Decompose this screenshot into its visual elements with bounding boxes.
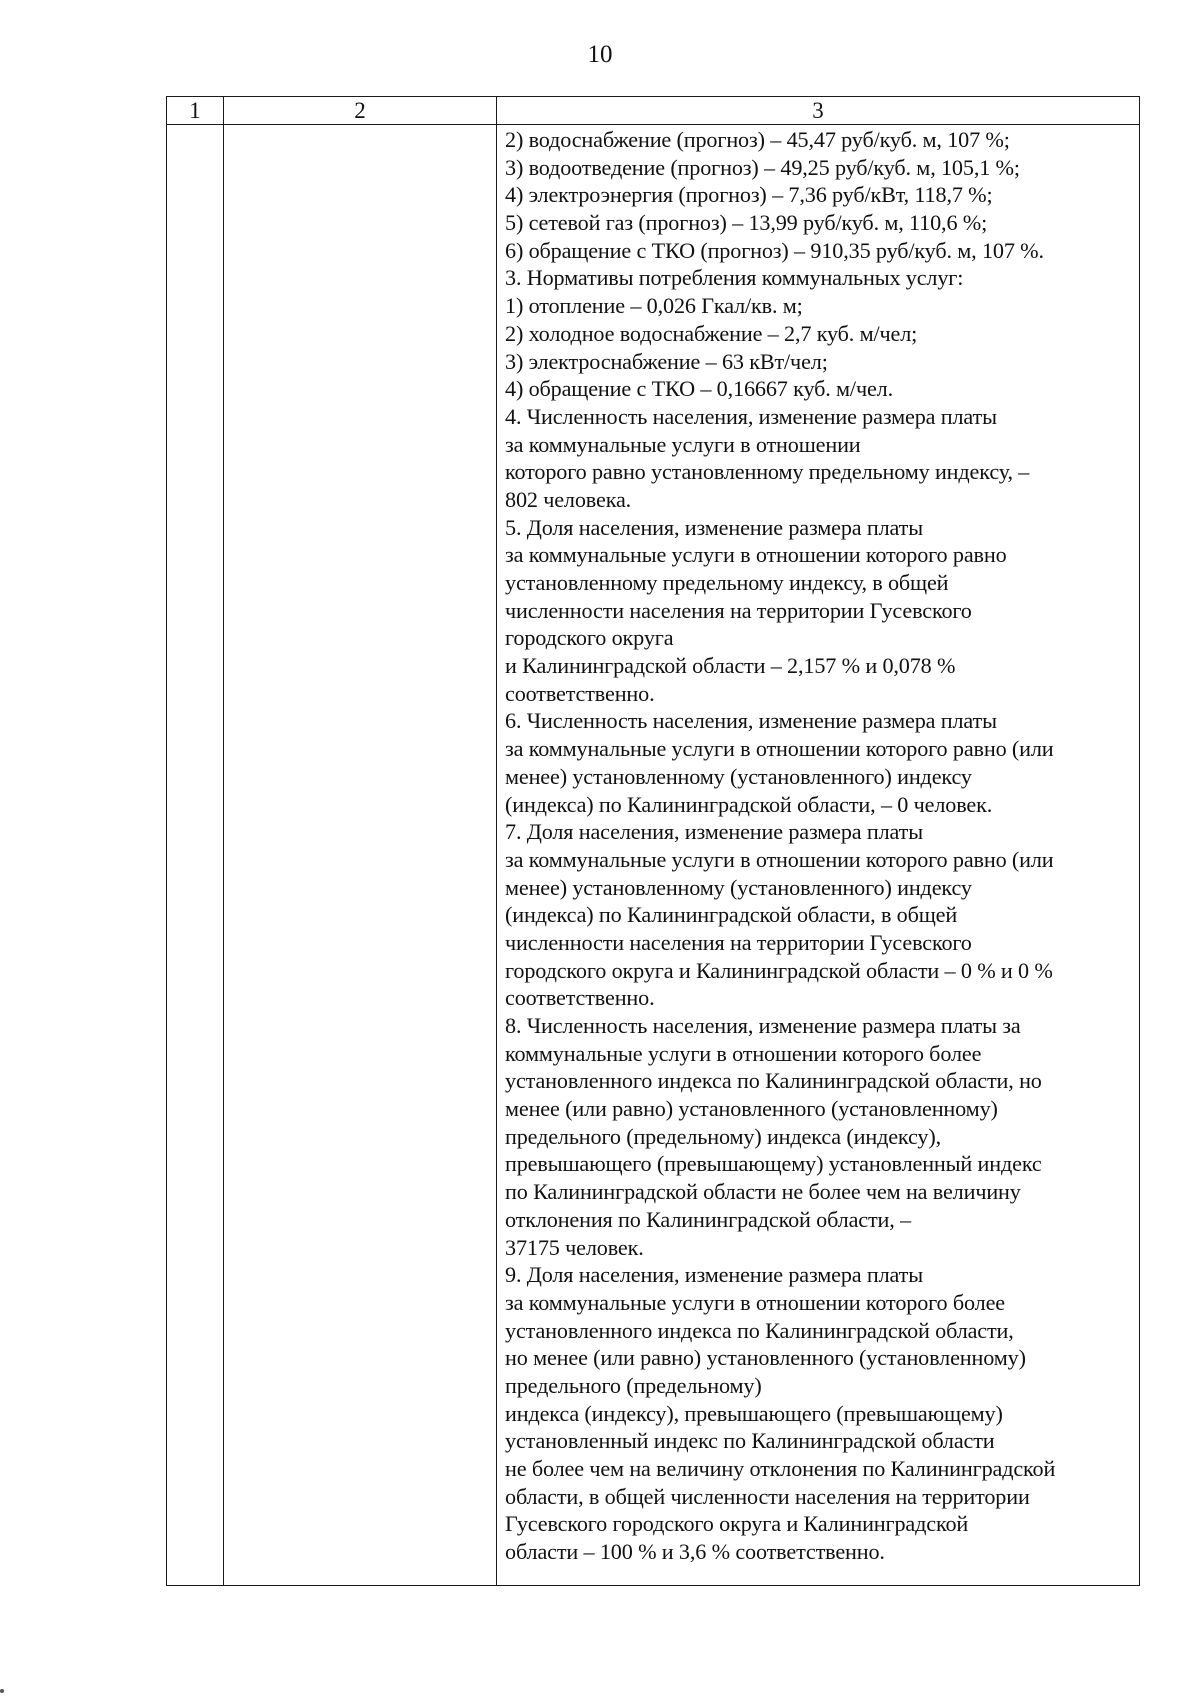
text-line: установленного индекса по Калининградской области, но <box>505 1068 1042 1094</box>
text-line: коммунальные услуги в отношении которого более <box>505 1040 982 1066</box>
text-line: за коммунальные услуги в отношении которого равно <box>505 542 1007 568</box>
text-line: менее) установленному (установленного) индексу <box>505 874 972 900</box>
text-line: городского округа <box>505 625 674 651</box>
document-table <box>166 96 1140 1586</box>
text-line: 37175 человек. <box>505 1234 644 1260</box>
column-header-1: 1 <box>167 97 224 125</box>
text-line: 3) электроснабжение – 63 кВт/чел; <box>505 348 828 374</box>
text-line: 6) обращение с ТКО (прогноз) – 910,35 руб/куб. м, 107 %. <box>505 237 1044 263</box>
text-line: городского округа и Калининградской области – 0 % и 0 % <box>505 957 1053 983</box>
text-line: 2) холодное водоснабжение – 2,7 куб. м/чел; <box>505 320 918 346</box>
text-line: области, в общей численности населения на территории <box>505 1483 1030 1509</box>
text-line: установленного индекса по Калининградской области, <box>505 1317 1014 1343</box>
text-line: которого равно установленному предельному индексу, – <box>505 459 1030 485</box>
cell-col-3 <box>497 125 1140 1586</box>
cell-col-3-text <box>497 125 1139 1566</box>
text-line: области – 100 % и 3,6 % соответственно. <box>505 1539 885 1565</box>
text-line: менее (или равно) установленного (установленному) <box>505 1096 998 1122</box>
text-line: по Калининградской области не более чем на величину <box>505 1179 1021 1205</box>
text-line: соответственно. <box>505 680 655 706</box>
text-line: менее) установленному (установленного) индексу <box>505 763 972 789</box>
cell-col-2 <box>224 125 497 1586</box>
text-line: но менее (или равно) установленного (установленному) <box>505 1345 1026 1371</box>
text-line: за коммунальные услуги в отношении которого равно (или <box>505 846 1054 872</box>
text-line: установленный индекс по Калининградской области <box>505 1428 995 1454</box>
text-line: 2) водоснабжение (прогноз) – 45,47 руб/куб. м, 107 %; <box>505 127 1010 152</box>
text-line: 802 человека. <box>505 486 632 512</box>
text-line: 1) отопление – 0,026 Гкал/кв. м; <box>505 293 803 319</box>
text-line: 5. Доля населения, изменение размера платы <box>505 514 923 540</box>
text-line: и Калининградской области – 2,157 % и 0,078 % <box>505 653 956 679</box>
text-line: 4) обращение с ТКО – 0,16667 куб. м/чел. <box>505 376 893 402</box>
text-line: 4) электроэнергия (прогноз) – 7,36 руб/кВт, 118,7 %; <box>505 182 993 208</box>
text-line: 5) сетевой газ (прогноз) – 13,99 руб/куб. м, 110,6 %; <box>505 210 988 236</box>
column-header-2: 2 <box>224 97 497 125</box>
text-line: 3. Нормативы потребления коммунальных услуг: <box>505 265 964 291</box>
text-line: (индекса) по Калининградской области, в общей <box>505 902 958 928</box>
text-line: 6. Численность населения, изменение размера платы <box>505 708 997 734</box>
text-line: соответственно. <box>505 985 655 1011</box>
text-line: индекса (индексу), превышающего (превышающему) <box>505 1400 1003 1426</box>
text-line: установленному предельному индексу, в общей <box>505 570 949 595</box>
text-line: 4. Численность населения, изменение размера платы <box>505 403 997 429</box>
text-line: за коммунальные услуги в отношении <box>505 431 861 457</box>
text-line: 7. Доля населения, изменение размера платы <box>505 819 923 845</box>
table-row <box>167 125 1140 1586</box>
text-line: не более чем на величину отклонения по Калининградской <box>505 1456 1056 1481</box>
text-line: отклонения по Калининградской области, – <box>505 1206 911 1232</box>
scan-mark <box>0 1689 4 1693</box>
text-line: 8. Численность населения, изменение размера платы за <box>505 1013 1021 1038</box>
text-line: Гусевского городского округа и Калининградской <box>505 1511 969 1537</box>
text-line: предельного (предельному) индекса (индексу), <box>505 1123 941 1149</box>
text-line: численности населения на территории Гусевского <box>505 597 972 623</box>
page-number: 10 <box>587 41 613 68</box>
table-header-row <box>167 97 1140 125</box>
text-line: предельного (предельному) <box>505 1372 762 1398</box>
column-header-3: 3 <box>497 97 1140 125</box>
text-line: 3) водоотведение (прогноз) – 49,25 руб/куб. м, 105,1 %; <box>505 154 1020 180</box>
text-line: за коммунальные услуги в отношении которого равно (или <box>505 736 1054 762</box>
text-line: 9. Доля населения, изменение размера платы <box>505 1262 923 1288</box>
text-line: (индекса) по Калининградской области, – 0 человек. <box>505 791 993 817</box>
text-line: за коммунальные услуги в отношении которого более <box>505 1289 1005 1315</box>
text-line: превышающего (превышающему) установленный индекс <box>505 1151 1042 1177</box>
cell-col-1 <box>167 125 224 1586</box>
text-line: численности населения на территории Гусевского <box>505 929 972 955</box>
